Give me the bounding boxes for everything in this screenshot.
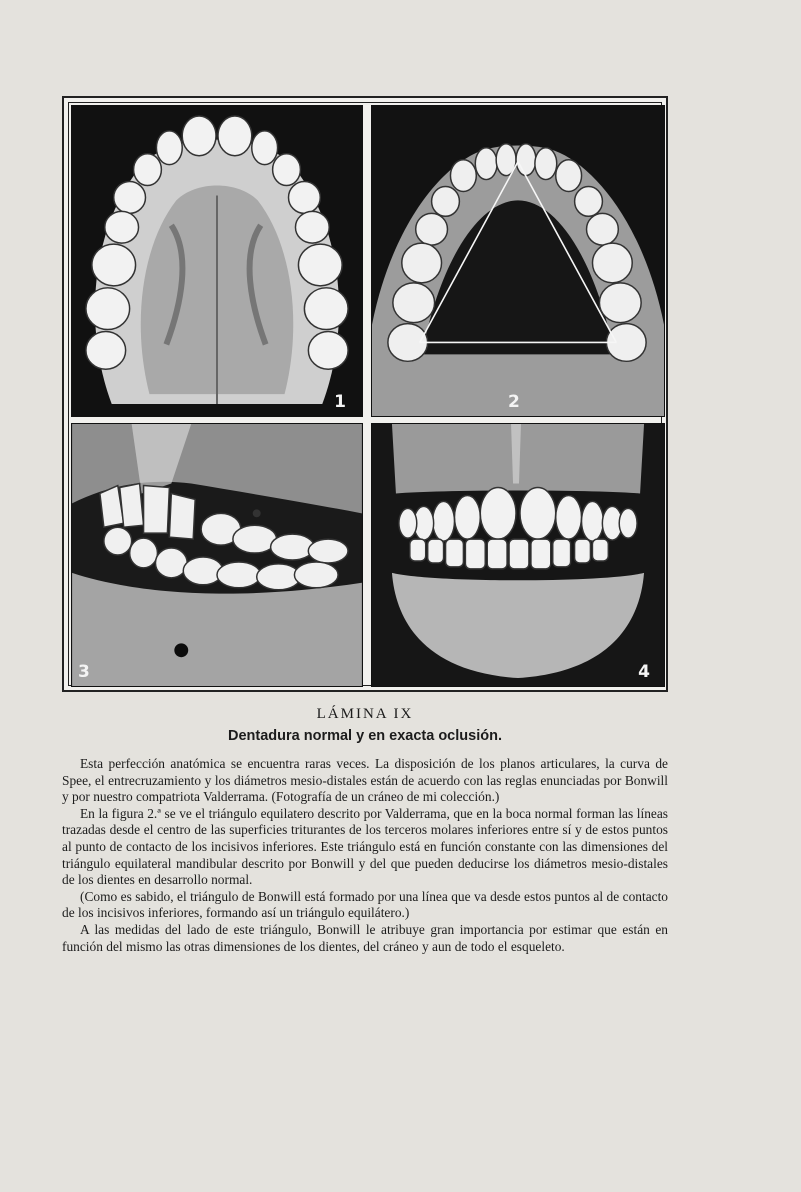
figure-2-lower-arch-photo [371,105,665,417]
figure-number-4: 4 [638,662,650,682]
photo-plate-frame [68,102,662,686]
figure-number-3: 3 [78,662,90,682]
body-paragraph-4: A las medidas del lado de este triángulo, Bonwill le atribuye gran importancia por estimar que están en función del mismo las otras dimensiones de los dientes, del cráneo y aun de todo el esqueleto. [62,921,668,954]
body-paragraph-2: En la figura 2.ª se ve el triángulo equilatero descrito por Valderrama, que en la boca normal forman las líneas trazadas desde el centro de las superficies triturantes de los terceros molares inferiores entre sí y de estos puntos al punto de contacto de los incisivos inferiores. Este triángulo está en función constante con las dimensiones del triángulo equilateral mandibular descrito por Bonwill y del que pueden deducirse los diámetros mesio-distales de los dientes en desarrollo normal. [62,805,668,888]
figure-2-illustration [372,106,664,416]
plate-caption [62,704,668,955]
figure-1-upper-arch-photo [71,105,363,417]
plate-title: LÁMINA IX [316,706,414,722]
figure-number-1: 1 [334,392,346,412]
body-paragraph-1: Esta perfección anatómica se encuentra raras veces. La disposición de los planos articulares, la curva de Spee, el entrecruzamiento y los diámetros mesio-distales están de acuerdo con las reglas enunciadas por Bonwill y por nuestro compatriota Valderrama. (Fotografía de un cráneo de mi colección.) [62,756,668,805]
figure-4-frontal-occlusion-photo [371,423,665,687]
plate-subtitle: Dentadura normal y en exacta oclusión. [228,728,502,744]
figure-number-2: 2 [508,392,520,412]
photo-plate [62,96,668,692]
figure-3-illustration [72,424,362,686]
body-paragraph-3: (Como es sabido, el triángulo de Bonwill está formado por una línea que va desde estos puntos al de contacto de los incisivos inferiores, formando así un triángulo equilátero.) [62,888,668,921]
figure-3-lateral-occlusion-photo [71,423,363,687]
figure-4-illustration [372,424,664,686]
figure-1-illustration [72,106,362,416]
